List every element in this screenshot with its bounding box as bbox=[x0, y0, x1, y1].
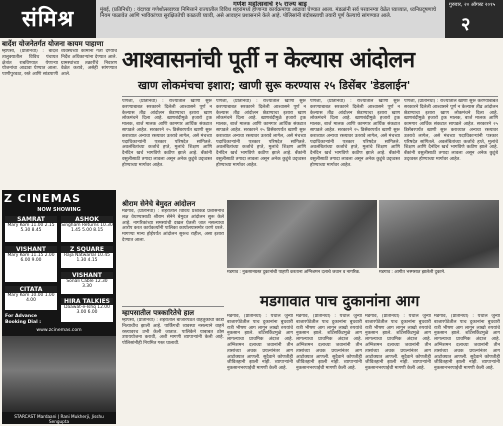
cinema-box bbox=[61, 246, 113, 268]
cinema-box bbox=[61, 272, 113, 294]
cinema-shows: Mary Kom 11.00 2.15 5.30 8.45 bbox=[7, 223, 55, 233]
cinema-name: VISHANT bbox=[61, 272, 113, 279]
cinema-shows: Mary Kom 10.00 1.00 4.00 bbox=[7, 293, 55, 303]
cinema-name: HIRA TALKIES bbox=[61, 298, 113, 305]
cinema-box bbox=[61, 216, 113, 242]
movie-poster-image bbox=[2, 336, 116, 412]
date-box bbox=[445, 0, 503, 38]
fire-scene-photo bbox=[227, 200, 377, 268]
left-story-body: म्हापसा, (प्रतिनिधी) : बार्देश तालुक्यातील विविध पंचायत क्षेत्रांत राबविण्यात येणाऱ्या योजनांचा आढावा घेण्यात आला. पाणीपुरवठा, रस्ते आणि सांडपाणी व्यवस्थेच्या कामांना गती देण्याचे निर्देश अधिकाऱ्यांना देण्यात आले. ग्रामस्थांच्या तक्रारींचे निवारण वेळेत करावे, असेही सांगण्यात आले. bbox=[2, 49, 117, 78]
cinema-shows: Daawat-e-Ishq 12.00 3.00 6.00 bbox=[64, 305, 110, 315]
cinema-shows: Singham Returns 10.30 1.45 5.00 8.15 bbox=[61, 223, 113, 233]
burnt-shops-photo bbox=[379, 200, 499, 268]
fire-story-col-4: मडगाव, (प्रतिनिधी) : येथील जुन्या बाजारपेठेतील पाच दुकानांना बुधवारी रात्री भीषण आग लागून लाखो रुपयांचे नुकसान झाले. शॉर्टसर्किटमुळे आग लागल्याचा प्राथमिक अंदाज आहे. अग्निशमन दलाच्या जवानांनी तीन तासांच्या अथक प्रयत्नांनंतर आग आटोक्यात आणली. सुदैवाने कोणतीही जीवितहानी झाली नाही. व्यापाऱ्यांनी नुकसानभरपाईची मागणी केली आहे. bbox=[434, 314, 500, 372]
now-showing-label: NOW SHOWING bbox=[37, 207, 81, 213]
fire-story-headline: मडगावात पाच दुकानांना आग bbox=[260, 292, 420, 310]
cinema-name: ASHOK bbox=[61, 216, 113, 223]
photo-caption: मडगाव : आगीत भस्मसात झालेली दुकाने. bbox=[379, 270, 446, 275]
cinema-shows: Raja Natwarlal 10.45 1.30 4.15 bbox=[64, 253, 110, 263]
cinema-box bbox=[5, 216, 57, 242]
cinema-box bbox=[5, 286, 57, 310]
booking-label: For Advance Booking Dial : bbox=[5, 314, 42, 325]
top-news-strip bbox=[100, 1, 440, 37]
main-story-col-1: पणजी, (प्रतिनिधी) : राज्यातील खाणी सुरू करण्याबाबत सरकारने दिलेली आश्वासने पूर्ण न केल्यास तीव्र आंदोलन छेडण्याचा इशारा खाण लोकमंचने दिला आहे. खाणबंदीमुळे हजारो ट्रक मालक, बार्ज मालक आणि कामगार आर्थिक संकटात सापडले आहेत. सरकारने २५ डिसेंबरपर्यंत खाणी सुरू कराव्यात अन्यथा रस्त्यावर उतरावे लागेल, असे मंचच्या पदाधिकाऱ्यांनी पत्रकार परिषदेत सांगितले. अवलंबितांच्या कर्जाचे हप्ते, मुलांचे शिक्षण आणि दैनंदिन खर्च भागविणे कठीण झाले आहे. बँकांनी वसुलीसाठी तगादा लावला असून अनेक कुटुंबे उद्ध्वस्त होण्याच्या मार्गावर आहेत. bbox=[122, 99, 212, 168]
cinema-name: Z SQUARE bbox=[61, 246, 113, 253]
main-subheadline: खाण लोकमंचचा इशारा; खाणी सुरू करण्यास २५ डिसेंबर 'डेडलाईन' bbox=[138, 79, 411, 92]
main-story-col-4: पणजी, (प्रतिनिधी) : राज्यातील खाणी सुरू करण्याबाबत सरकारने दिलेली आश्वासने पूर्ण न केल्यास तीव्र आंदोलन छेडण्याचा इशारा खाण लोकमंचने दिला आहे. खाणबंदीमुळे हजारो ट्रक मालक, बार्ज मालक आणि कामगार आर्थिक संकटात सापडले आहेत. सरकारने २५ डिसेंबरपर्यंत खाणी सुरू कराव्यात अन्यथा रस्त्यावर उतरावे लागेल, असे मंचच्या पदाधिकाऱ्यांनी पत्रकार परिषदेत सांगितले. अवलंबितांच्या कर्जाचे हप्ते, मुलांचे शिक्षण आणि दैनंदिन खर्च भागविणे कठीण झाले आहे. बँकांनी वसुलीसाठी तगादा लावला असून अनेक कुटुंबे उद्ध्वस्त होण्याच्या मार्गावर आहेत. bbox=[404, 99, 498, 162]
cinema-website[interactable]: www.zcinemas.com bbox=[36, 328, 82, 333]
cinema-box bbox=[5, 246, 57, 282]
cinema-name: SAMRAT bbox=[5, 216, 57, 223]
fire-story-col-2: मडगाव, (प्रतिनिधी) : येथील जुन्या बाजारपेठेतील पाच दुकानांना बुधवारी रात्री भीषण आग लागून लाखो रुपयांचे नुकसान झाले. शॉर्टसर्किटमुळे आग लागल्याचा प्राथमिक अंदाज आहे. अग्निशमन दलाच्या जवानांनी तीन तासांच्या अथक प्रयत्नांनंतर आग आटोक्यात आणली. सुदैवाने कोणतीही जीवितहानी झाली नाही. व्यापाऱ्यांनी नुकसानभरपाईची मागणी केली आहे. bbox=[296, 314, 362, 372]
mid-story bbox=[122, 200, 224, 304]
lower-story bbox=[122, 309, 224, 422]
mid-story-headline: श्रीराम सेनेचे बेमुदत आंदोलन bbox=[122, 200, 196, 208]
main-headline: आश्वासनांची पूर्ती न केल्यास आंदोलन bbox=[122, 47, 415, 73]
main-story-col-3: पणजी, (प्रतिनिधी) : राज्यातील खाणी सुरू करण्याबाबत सरकारने दिलेली आश्वासने पूर्ण न केल्यास तीव्र आंदोलन छेडण्याचा इशारा खाण लोकमंचने दिला आहे. खाणबंदीमुळे हजारो ट्रक मालक, बार्ज मालक आणि कामगार आर्थिक संकटात सापडले आहेत. सरकारने २५ डिसेंबरपर्यंत खाणी सुरू कराव्यात अन्यथा रस्त्यावर उतरावे लागेल, असे मंचच्या पदाधिकाऱ्यांनी पत्रकार परिषदेत सांगितले. अवलंबितांच्या कर्जाचे हप्ते, मुलांचे शिक्षण आणि दैनंदिन खर्च भागविणे कठीण झाले आहे. बँकांनी वसुलीसाठी तगादा लावला असून अनेक कुटुंबे उद्ध्वस्त होण्याच्या मार्गावर आहेत. bbox=[310, 99, 400, 168]
mid-story-body: मडगाव, (प्रतिनिधी) : शहरातील विविध प्रश्नांकडे प्रशासनाचे लक्ष वेधण्यासाठी श्रीराम सेनेने बेमुदत आंदोलन सुरू केले आहे. नागरिकांच्या समस्यांची दखल घेतली जात नसल्याचा आरोप करत कार्यकर्त्यांनी पालिका कार्यालयासमोर धरणे धरले. मागण्या मान्य होईपर्यंत आंदोलन सुरूच राहील, असा इशारा देण्यात आला. bbox=[122, 209, 224, 243]
divider bbox=[122, 306, 224, 307]
cinema-shows: Sonali Cable 12.30 3.30 bbox=[66, 279, 108, 289]
lower-story-headline: म्हापसातील पत्रकारितेचे हाल bbox=[122, 309, 195, 317]
top-news-title: गणेश महोत्सवाचे १५ राज्य बाइ bbox=[233, 1, 307, 8]
top-news-text: मुंबई, (प्रतिनिधी) : यंदाच्या गणेशोत्सवाच्या निमित्ताने राज्यातील विविध शहरांमध्ये होणाऱ्या कार्यक्रमांचा आढावा घेण्यात आला. मंडळांनी सर्व परवानग्या वेळेत घ्याव्यात, ध्वनिप्रदूषणाचे नियम पाळावेत आणि भाविकांच्या सुरक्षिततेची काळजी घ्यावी, असे आवाहन प्रशासनाने केले आहे. पोलिसांनी बंदोबस्ताची तयारी पूर्ण केल्याचे सांगण्यात आले. bbox=[100, 7, 437, 20]
cinema-shows: Mary Kom 11.15 2.00 6.00 9.00 bbox=[7, 253, 55, 263]
cinema-box bbox=[61, 298, 113, 322]
fire-story-col-1: मडगाव, (प्रतिनिधी) : येथील जुन्या बाजारपेठेतील पाच दुकानांना बुधवारी रात्री भीषण आग लागून लाखो रुपयांचे नुकसान झाले. शॉर्टसर्किटमुळे आग लागल्याचा प्राथमिक अंदाज आहे. अग्निशमन दलाच्या जवानांनी तीन तासांच्या अथक प्रयत्नांनंतर आग आटोक्यात आणली. सुदैवाने कोणतीही जीवितहानी झाली नाही. व्यापाऱ्यांनी नुकसानभरपाईची मागणी केली आहे. bbox=[227, 314, 293, 372]
left-story bbox=[2, 40, 117, 190]
cinema-name: VISHANT bbox=[5, 246, 57, 253]
page-number: २ bbox=[461, 14, 471, 35]
cinema-logo: Z CINEMAS bbox=[4, 192, 82, 205]
movie-starcast: STARCAST Mardaani | Rani Mukherji, Jisshu Sengupta bbox=[14, 414, 104, 424]
fire-story-col-3: मडगाव, (प्रतिनिधी) : येथील जुन्या बाजारपेठेतील पाच दुकानांना बुधवारी रात्री भीषण आग लागून लाखो रुपयांचे नुकसान झाले. शॉर्टसर्किटमुळे आग लागल्याचा प्राथमिक अंदाज आहे. अग्निशमन दलाच्या जवानांनी तीन तासांच्या अथक प्रयत्नांनंतर आग आटोक्यात आणली. सुदैवाने कोणतीही जीवितहानी झाली नाही. व्यापाऱ्यांनी नुकसानभरपाईची मागणी केली आहे. bbox=[365, 314, 431, 372]
left-story-headline: बार्देश योजनेतर्गत योजना कायम पाहाणा bbox=[2, 40, 104, 48]
main-story-col-2: पणजी, (प्रतिनिधी) : राज्यातील खाणी सुरू करण्याबाबत सरकारने दिलेली आश्वासने पूर्ण न केल्यास तीव्र आंदोलन छेडण्याचा इशारा खाण लोकमंचने दिला आहे. खाणबंदीमुळे हजारो ट्रक मालक, बार्ज मालक आणि कामगार आर्थिक संकटात सापडले आहेत. सरकारने २५ डिसेंबरपर्यंत खाणी सुरू कराव्यात अन्यथा रस्त्यावर उतरावे लागेल, असे मंचच्या पदाधिकाऱ्यांनी पत्रकार परिषदेत सांगितले. अवलंबितांच्या कर्जाचे हप्ते, मुलांचे शिक्षण आणि दैनंदिन खर्च भागविणे कठीण झाले आहे. बँकांनी वसुलीसाठी तगादा लावला असून अनेक कुटुंबे उद्ध्वस्त होण्याच्या मार्गावर आहेत. bbox=[216, 99, 306, 168]
divider bbox=[122, 96, 498, 97]
photo-caption: मडगाव : नुकसानग्रस्त दुकानांची पाहणी करताना अग्निशमन दलाचे जवान व नागरिक. bbox=[227, 270, 361, 275]
cinema-name: CITATA bbox=[5, 286, 57, 293]
section-logo: संमिश्र bbox=[0, 0, 96, 38]
cinema-advertisement bbox=[2, 190, 116, 424]
date-text: गुरुवार, २० ऑगस्ट २०१५ bbox=[449, 2, 496, 8]
lower-story-body: म्हापसा, (प्रतिनिधी) : शहरातील बाजारपेठेत वाहतुकीची कोंडी नित्याचीच झाली आहे. पार्किंगची व्यवस्था नसल्याने वाहने रस्त्यावरच उभी केली जातात. पालिकेने याबाबत ठोस उपाययोजना करावी, अशी मागणी व्यापाऱ्यांनी केली आहे. पोलिसांनीही नियमित गस्त घालावी. bbox=[122, 318, 224, 347]
